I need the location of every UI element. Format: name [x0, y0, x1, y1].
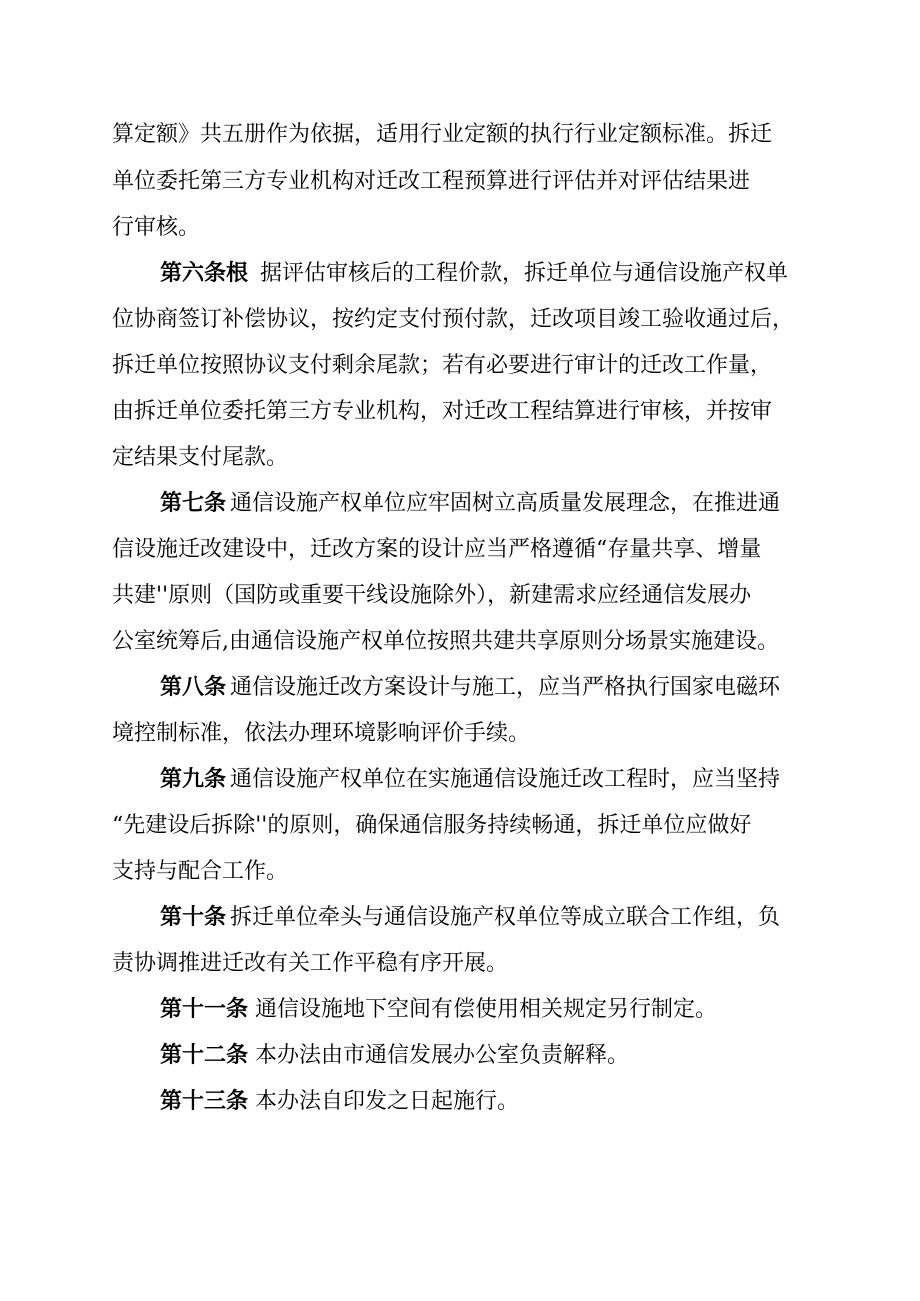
text-line	[0, 717, 920, 751]
text-line	[0, 947, 920, 981]
text-line	[0, 441, 920, 475]
line-text: 拆迁单位牵头与通信设施产权单位等成立联合工作组，负	[230, 905, 781, 930]
line-text: 责协调推进迁改有关工作平稳有序开展。	[112, 951, 509, 976]
text-line	[0, 165, 920, 199]
text-line	[0, 118, 920, 152]
text-line	[0, 211, 920, 245]
line-text: 由拆迁单位委托第三方专业机构，对迁改工程结算进行审核，并按审	[112, 399, 773, 424]
article-13	[0, 1085, 920, 1119]
line-text: 通信设施地下空间有偿使用相关规定另行制定。	[255, 997, 718, 1022]
line-text: 通信设施产权单位在实施通信设施迁改工程时，应当坚持	[230, 767, 781, 792]
line-text: 信设施迁改建设中，迁改方案的设计应当严格遵循“存量共享、增量	[112, 537, 762, 562]
line-text: 通信设施迁改方案设计与施工，应当严格执行国家电磁环	[230, 675, 781, 700]
text-line	[0, 579, 920, 613]
text-line	[0, 349, 920, 383]
line-text: 定结果支付尾款。	[112, 445, 289, 470]
line-text: 据评估审核后的工程价款，拆迁单位与通信设施产权单	[260, 261, 789, 286]
text-line	[0, 303, 920, 337]
article-heading: 第九条	[160, 767, 227, 792]
article-heading: 第十二条	[160, 1043, 249, 1068]
text-line	[0, 809, 920, 843]
text-line	[0, 855, 920, 889]
line-text: “先建设后拆除''的原则，确保通信服务持续畅通，拆迁单位应做好	[112, 813, 752, 838]
text-line	[0, 395, 920, 429]
article-heading: 第十条	[160, 905, 227, 930]
article-7	[0, 487, 920, 521]
article-heading: 第八条	[160, 675, 227, 700]
line-text: 共建''原则（国防或重要干线设施除外），新建需求应经通信发展办	[112, 583, 752, 608]
line-text: 拆迁单位按照协议支付剩余尾款；若有必要进行审计的迁改工作量，	[112, 353, 773, 378]
article-12	[0, 1039, 920, 1073]
article-6	[0, 257, 920, 291]
line-text: 通信设施产权单位应牢固树立高质量发展理念，在推进通	[230, 491, 781, 516]
line-text: 单位委托第三方专业机构对迁改工程预算进行评估并对评估结果进	[112, 169, 751, 194]
line-text: 位协商签订补偿协议，按约定支付预付款，迁改项目竣工验收通过后，	[112, 307, 795, 332]
article-heading: 第七条	[160, 491, 227, 516]
line-text: 境控制标准，依法办理环境影响评价手续。	[112, 721, 531, 746]
article-heading: 第十三条	[160, 1089, 249, 1114]
article-11	[0, 993, 920, 1027]
line-text: 本办法由市通信发展办公室负责解释。	[255, 1043, 630, 1068]
line-text: 公室统筹后,由通信设施产权单位按照共建共享原则分场景实施建设。	[112, 629, 779, 654]
line-text: 本办法自印发之日起施行。	[255, 1089, 520, 1114]
line-text: 行审核。	[112, 215, 201, 240]
article-8	[0, 671, 920, 705]
text-line	[0, 533, 920, 567]
line-text: 算定额》共五册作为依据，适用行业定额的执行行业定额标准。拆迁	[112, 122, 773, 147]
line-text: 支持与配合工作。	[112, 859, 289, 884]
text-line	[0, 625, 920, 659]
article-heading: 第六条根	[160, 261, 249, 286]
article-heading: 第十一条	[160, 997, 249, 1022]
article-9	[0, 763, 920, 797]
article-10	[0, 901, 920, 935]
